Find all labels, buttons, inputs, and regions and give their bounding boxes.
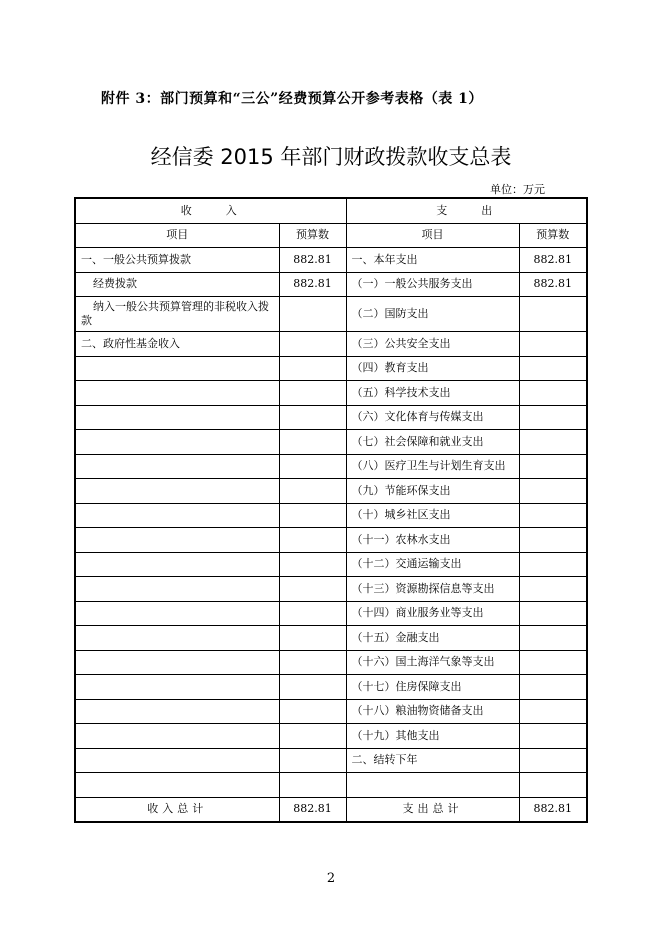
expense-value	[519, 748, 587, 773]
table-row	[75, 724, 587, 749]
expense-value	[519, 454, 587, 479]
expense-value: 882.81	[519, 248, 587, 273]
income-value	[279, 454, 346, 479]
page-title: 经信委 2015 年部门财政拨款收支总表	[150, 145, 512, 169]
expense-total-label: 支出总计	[346, 797, 519, 822]
unit-label: 单位：万元	[490, 183, 545, 196]
table-row	[75, 675, 587, 700]
expense-item: （十五）金融支出	[346, 626, 519, 651]
table-row	[75, 332, 587, 357]
expense-value	[519, 773, 587, 798]
expense-item: （十）城乡社区支出	[346, 503, 519, 528]
expense-item	[346, 773, 519, 798]
income-item	[75, 675, 279, 700]
table-row	[75, 577, 587, 602]
income-item	[75, 577, 279, 602]
income-value	[279, 748, 346, 773]
expense-item: （五）科学技术支出	[346, 381, 519, 406]
table-row	[75, 405, 587, 430]
expense-item: （十九）其他支出	[346, 724, 519, 749]
income-value	[279, 699, 346, 724]
expense-item: （四）教育支出	[346, 356, 519, 381]
table-row	[75, 601, 587, 626]
income-item	[75, 381, 279, 406]
expense-item: （八）医疗卫生与计划生育支出	[346, 454, 519, 479]
table-row	[75, 528, 587, 553]
income-value	[279, 405, 346, 430]
income-value	[279, 577, 346, 602]
table-row	[75, 430, 587, 455]
income-item	[75, 773, 279, 798]
expense-item: （十四）商业服务业等支出	[346, 601, 519, 626]
expense-value	[519, 430, 587, 455]
expense-value	[519, 405, 587, 430]
expense-budget-header: 预算数	[519, 223, 587, 248]
income-item-text: 纳入一般公共预算管理的非税收入拨款	[81, 300, 269, 327]
expense-item: （九）节能环保支出	[346, 479, 519, 504]
income-value	[279, 528, 346, 553]
expense-item: （三）公共安全支出	[346, 332, 519, 357]
table-row	[75, 773, 587, 798]
table-row	[75, 748, 587, 773]
expense-total-value: 882.81	[519, 797, 587, 822]
income-value	[279, 601, 346, 626]
expense-value	[519, 381, 587, 406]
table-row	[75, 626, 587, 651]
expense-item: （七）社会保障和就业支出	[346, 430, 519, 455]
income-value: 882.81	[279, 248, 346, 273]
expense-header: 支 出	[346, 198, 587, 223]
expense-item: （十一）农林水支出	[346, 528, 519, 553]
expense-value	[519, 650, 587, 675]
expense-value	[519, 601, 587, 626]
expense-item: （十三）资源勘探信息等支出	[346, 577, 519, 602]
income-value	[279, 626, 346, 651]
income-item	[75, 356, 279, 381]
income-item	[75, 748, 279, 773]
income-value	[279, 552, 346, 577]
income-item: 二、政府性基金收入	[75, 332, 279, 357]
income-item	[75, 479, 279, 504]
income-value	[279, 430, 346, 455]
income-value	[279, 297, 346, 332]
income-item: 经费拨款	[75, 272, 279, 297]
income-value	[279, 675, 346, 700]
income-item	[75, 503, 279, 528]
table-row	[75, 454, 587, 479]
income-total-value: 882.81	[279, 797, 346, 822]
income-item	[75, 699, 279, 724]
income-header: 收 入	[75, 198, 346, 223]
expense-value	[519, 675, 587, 700]
table-row	[75, 552, 587, 577]
expense-value	[519, 503, 587, 528]
table-row	[75, 272, 587, 297]
expense-item: （二）国防支出	[346, 297, 519, 332]
budget-table	[74, 197, 588, 823]
expense-value	[519, 724, 587, 749]
income-value	[279, 773, 346, 798]
income-item	[75, 601, 279, 626]
expense-value	[519, 479, 587, 504]
table-subheader-row	[75, 223, 587, 248]
expense-item: （六）文化体育与传媒支出	[346, 405, 519, 430]
income-item	[75, 528, 279, 553]
expense-item-header: 项目	[346, 223, 519, 248]
expense-value	[519, 626, 587, 651]
expense-item: 一、本年支出	[346, 248, 519, 273]
income-value	[279, 356, 346, 381]
attachment-heading: 附件 3：部门预算和“三公”经费预算公开参考表格（表 1）	[101, 91, 483, 107]
page-number: 2	[326, 871, 336, 886]
income-item	[75, 430, 279, 455]
table-row	[75, 297, 587, 332]
table-row	[75, 699, 587, 724]
income-item-header: 项目	[75, 223, 279, 248]
table-row	[75, 248, 587, 273]
expense-item: （十八）粮油物资储备支出	[346, 699, 519, 724]
income-item	[75, 626, 279, 651]
expense-item: （十六）国土海洋气象等支出	[346, 650, 519, 675]
income-item	[75, 297, 279, 332]
table-row	[75, 479, 587, 504]
expense-item: 二、结转下年	[346, 748, 519, 773]
totals-row	[75, 797, 587, 822]
income-value	[279, 650, 346, 675]
expense-value	[519, 528, 587, 553]
income-budget-header: 预算数	[279, 223, 346, 248]
expense-item: （十二）交通运输支出	[346, 552, 519, 577]
income-value: 882.81	[279, 272, 346, 297]
table-header-row	[75, 198, 587, 223]
table-row	[75, 356, 587, 381]
income-value	[279, 332, 346, 357]
expense-value	[519, 577, 587, 602]
expense-value	[519, 297, 587, 332]
income-item	[75, 552, 279, 577]
expense-item: （十七）住房保障支出	[346, 675, 519, 700]
income-item	[75, 405, 279, 430]
income-total-label: 收入总计	[75, 797, 279, 822]
income-item	[75, 454, 279, 479]
income-value	[279, 503, 346, 528]
income-item	[75, 650, 279, 675]
expense-value: 882.81	[519, 272, 587, 297]
income-item: 一、一般公共预算拨款	[75, 248, 279, 273]
income-value	[279, 479, 346, 504]
table-row	[75, 503, 587, 528]
income-value	[279, 381, 346, 406]
table-row	[75, 650, 587, 675]
expense-value	[519, 699, 587, 724]
expense-value	[519, 356, 587, 381]
income-value	[279, 724, 346, 749]
expense-value	[519, 332, 587, 357]
expense-item: （一）一般公共服务支出	[346, 272, 519, 297]
income-item	[75, 724, 279, 749]
table-row	[75, 381, 587, 406]
expense-value	[519, 552, 587, 577]
